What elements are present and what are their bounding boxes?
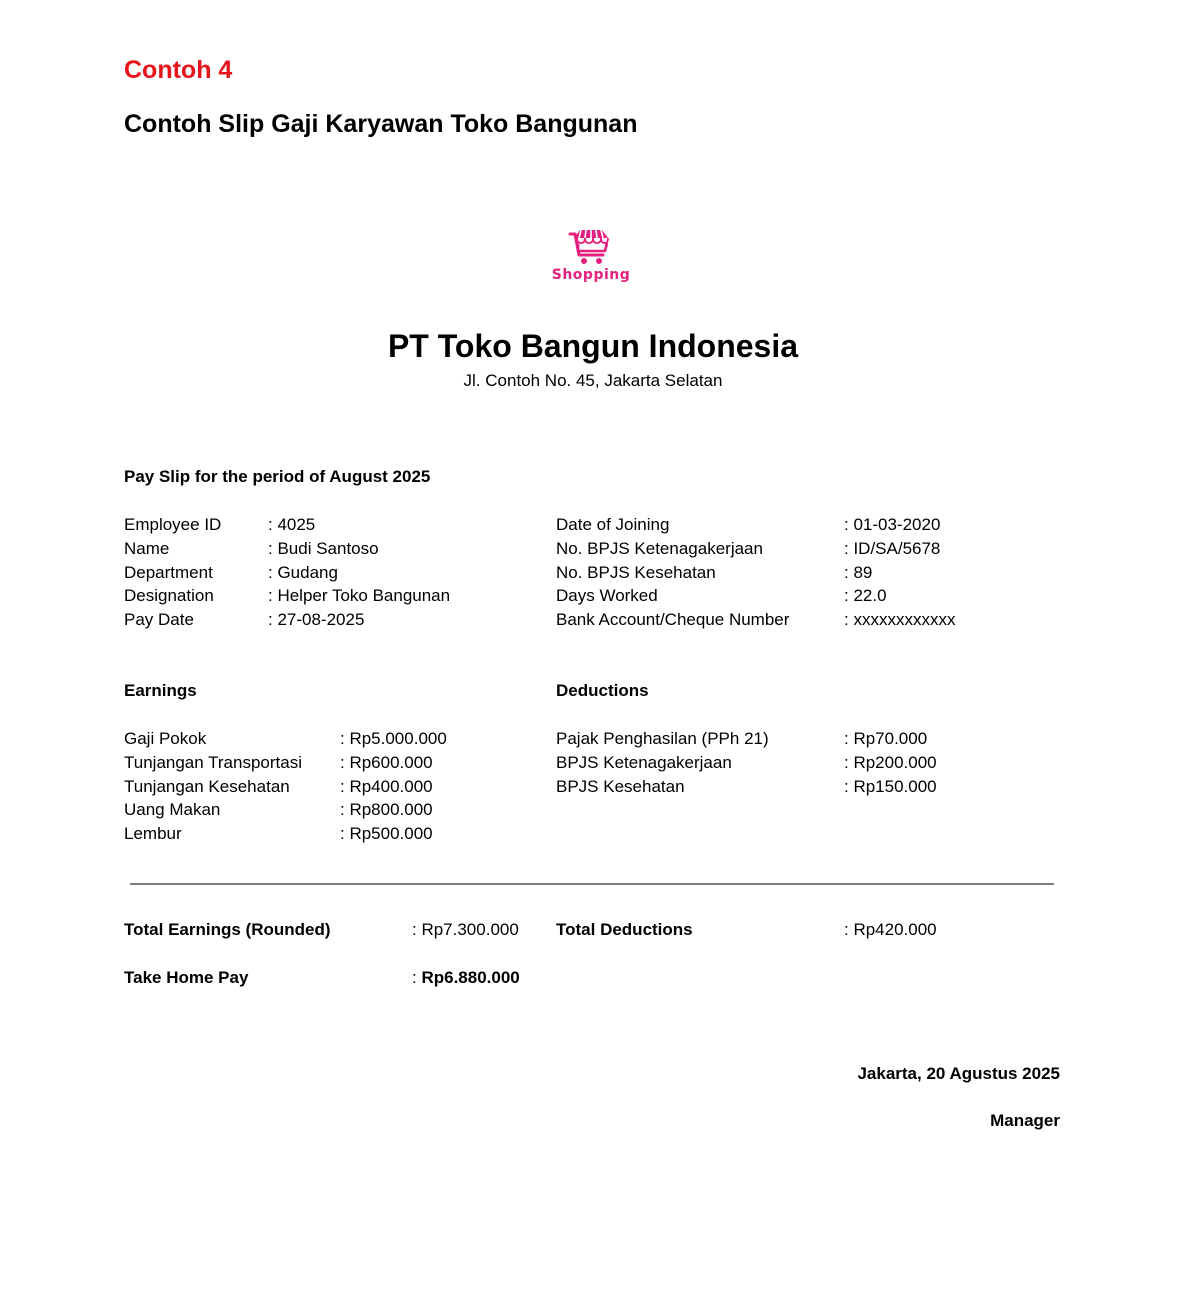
info-row bbox=[124, 584, 544, 608]
info-label: Date of Joining bbox=[556, 515, 670, 534]
take-home-pay bbox=[412, 968, 520, 988]
example-label: Contoh 4 bbox=[124, 56, 233, 84]
earning-value: : Rp500.000 bbox=[340, 824, 433, 844]
info-row bbox=[556, 513, 1076, 537]
document-title: Contoh Slip Gaji Karyawan Toko Bangunan bbox=[124, 110, 638, 138]
info-row bbox=[124, 608, 544, 632]
logo-text: Shopping bbox=[551, 267, 631, 283]
info-label: Pay Date bbox=[124, 610, 194, 630]
take-home-value: Rp6.880.000 bbox=[421, 968, 520, 987]
signature-role: Manager bbox=[990, 1111, 1060, 1130]
info-label: Employee ID bbox=[124, 515, 222, 534]
earning-label: Lembur bbox=[124, 824, 182, 844]
earning-value: : Rp400.000 bbox=[340, 776, 433, 796]
info-row bbox=[556, 608, 1076, 632]
info-row bbox=[124, 513, 544, 537]
deductions-heading: Deductions bbox=[556, 681, 649, 700]
earning-item bbox=[124, 751, 544, 775]
earning-label: Tunjangan Kesehatan bbox=[124, 776, 290, 796]
pay-period-title: Pay Slip for the period of August 2025 bbox=[124, 467, 431, 486]
info-value: : 27-08-2025 bbox=[268, 610, 365, 630]
earning-item bbox=[124, 727, 544, 751]
earning-item bbox=[124, 822, 544, 846]
info-label: No. BPJS Kesehatan bbox=[556, 562, 716, 582]
deductions-list bbox=[556, 727, 1076, 798]
signature-place-date: Jakarta, 20 Agustus 2025 bbox=[857, 1064, 1060, 1083]
earnings-heading: Earnings bbox=[124, 681, 197, 700]
deduction-item bbox=[556, 751, 1076, 775]
divider bbox=[130, 883, 1054, 885]
info-row bbox=[556, 561, 1076, 585]
shopping-cart-icon bbox=[568, 224, 614, 266]
info-label: Department bbox=[124, 562, 213, 582]
take-home-label: Take Home Pay bbox=[124, 968, 249, 987]
total-earnings-label: Total Earnings (Rounded) bbox=[124, 920, 331, 939]
info-row bbox=[124, 561, 544, 585]
info-row bbox=[556, 584, 1076, 608]
info-value: : Budi Santoso bbox=[268, 538, 379, 558]
earning-label: Uang Makan bbox=[124, 800, 221, 820]
deduction-item bbox=[556, 775, 1076, 799]
earning-item bbox=[124, 775, 544, 799]
info-value: : 89 bbox=[844, 562, 873, 582]
info-label: Bank Account/Cheque Number bbox=[556, 610, 790, 630]
total-earnings-value: : Rp7.300.000 bbox=[412, 920, 519, 939]
company-name: PT Toko Bangun Indonesia bbox=[387, 328, 799, 364]
info-label: Days Worked bbox=[556, 586, 658, 606]
employee-info-right bbox=[556, 513, 1076, 632]
total-deductions-label: Total Deductions bbox=[556, 920, 693, 939]
total-deductions-value: : Rp420.000 bbox=[844, 920, 937, 939]
deduction-label: Pajak Penghasilan (PPh 21) bbox=[556, 729, 769, 748]
earning-label: Gaji Pokok bbox=[124, 729, 207, 748]
info-label: Name bbox=[124, 538, 170, 558]
earnings-list bbox=[124, 727, 544, 846]
earning-value: : Rp5.000.000 bbox=[340, 729, 447, 748]
info-value: : xxxxxxxxxxxx bbox=[844, 610, 956, 630]
deduction-value: : Rp200.000 bbox=[844, 752, 937, 772]
info-value: : ID/SA/5678 bbox=[844, 538, 941, 558]
deduction-value: : Rp70.000 bbox=[844, 729, 928, 748]
deduction-label: BPJS Kesehatan bbox=[556, 776, 685, 796]
company-address: Jl. Contoh No. 45, Jakarta Selatan bbox=[463, 371, 723, 390]
deduction-value: : Rp150.000 bbox=[844, 776, 937, 796]
info-value: : 01-03-2020 bbox=[844, 515, 941, 534]
deduction-label: BPJS Ketenagakerjaan bbox=[556, 752, 732, 772]
earning-item bbox=[124, 798, 544, 822]
info-value: : 4025 bbox=[268, 515, 316, 534]
company-logo bbox=[543, 224, 639, 290]
earning-value: : Rp600.000 bbox=[340, 752, 433, 772]
info-value: : 22.0 bbox=[844, 586, 887, 606]
info-row bbox=[124, 537, 544, 561]
earning-label: Tunjangan Transportasi bbox=[124, 752, 302, 772]
info-value: : Helper Toko Bangunan bbox=[268, 586, 451, 606]
earning-value: : Rp800.000 bbox=[340, 800, 433, 820]
info-label: No. BPJS Ketenagakerjaan bbox=[556, 538, 763, 558]
take-home-colon: : bbox=[412, 968, 422, 987]
info-value: : Gudang bbox=[268, 562, 338, 582]
info-row bbox=[556, 537, 1076, 561]
deduction-item bbox=[556, 727, 1076, 751]
employee-info-left bbox=[124, 513, 544, 632]
info-label: Designation bbox=[124, 586, 214, 606]
